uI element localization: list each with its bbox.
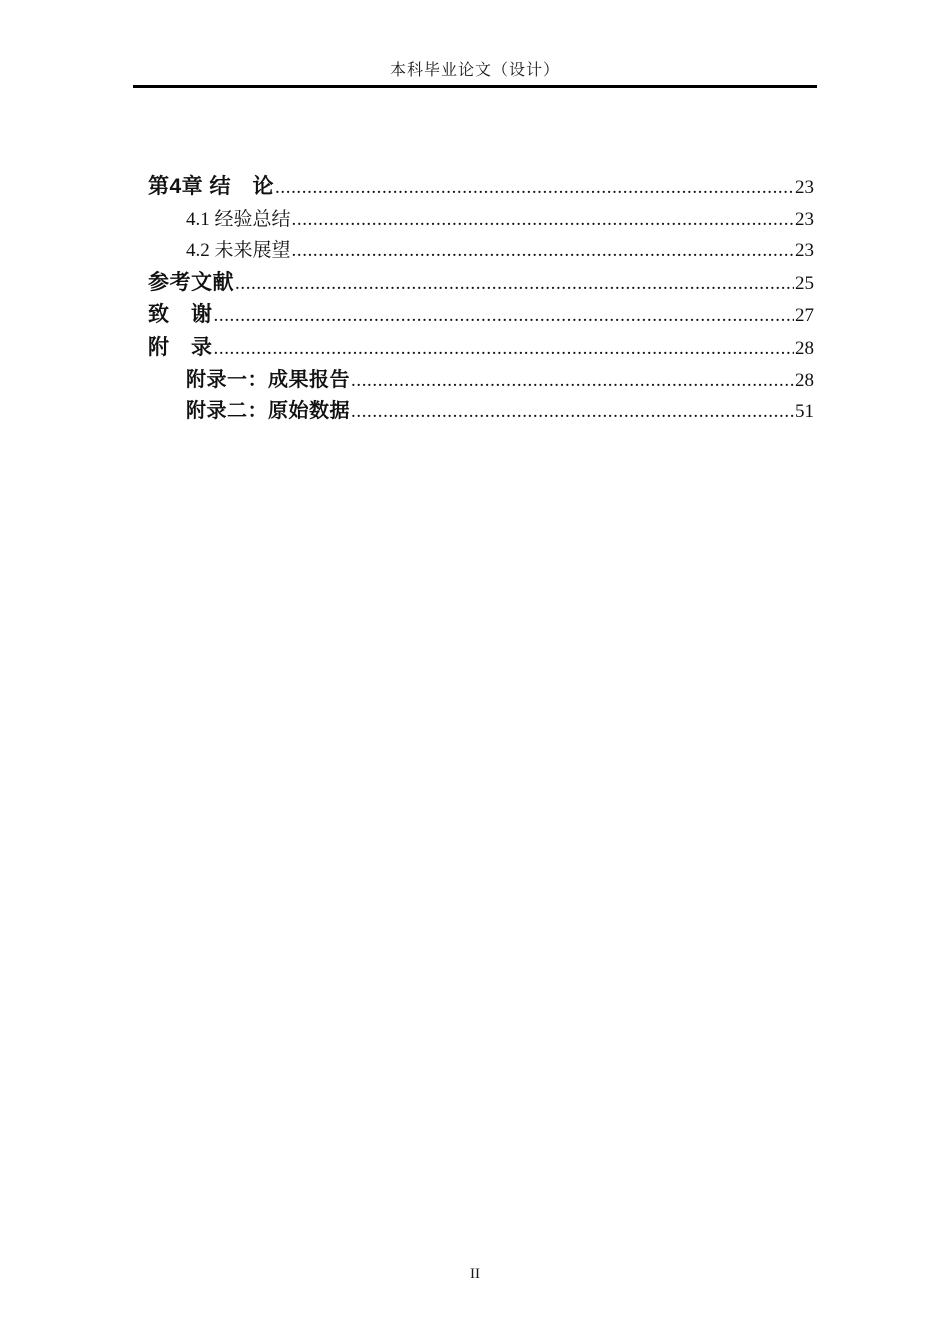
toc-entry-label: 4.2 未来展望 <box>186 240 291 262</box>
toc-entry-page: 23 <box>795 208 814 230</box>
toc-dot-leader <box>292 204 794 236</box>
toc-dot-leader <box>214 333 795 365</box>
toc-entry[interactable] <box>148 267 814 300</box>
toc-entry[interactable] <box>148 235 814 267</box>
toc-entry-label: 第4章 结 论 <box>148 175 275 198</box>
toc-entry[interactable] <box>148 332 814 365</box>
toc-entry-page: 51 <box>795 401 814 423</box>
toc-entry-label: 致 谢 <box>148 303 213 327</box>
toc-entry-page: 27 <box>795 305 814 327</box>
toc-entry[interactable] <box>148 204 814 236</box>
toc-entry[interactable] <box>148 171 814 204</box>
toc-entry-page: 25 <box>795 272 814 294</box>
toc-entry-label: 附录一：成果报告 <box>186 368 350 391</box>
toc-entry-page: 23 <box>795 240 814 262</box>
toc-entry-page: 28 <box>795 369 814 391</box>
toc-entry-label: 参考文献 <box>148 270 234 294</box>
toc-dot-leader <box>214 300 795 332</box>
toc-dot-leader <box>292 235 794 267</box>
footer-page-number: II <box>470 1266 480 1282</box>
toc-dot-leader <box>351 365 794 397</box>
toc-entry-label: 4.1 经验总结 <box>186 208 291 230</box>
toc-entry-page: 23 <box>795 177 814 198</box>
toc-dot-leader <box>235 268 794 300</box>
header-rule <box>133 85 817 88</box>
toc-entry[interactable] <box>148 299 814 332</box>
table-of-contents <box>148 171 814 428</box>
toc-dot-leader <box>351 396 794 428</box>
toc-entry-label: 附 录 <box>148 335 213 359</box>
toc-entry-page: 28 <box>795 337 814 359</box>
toc-entry[interactable] <box>148 365 814 397</box>
toc-dot-leader <box>275 172 794 204</box>
page-header-title: 本科毕业论文（设计） <box>389 62 560 79</box>
toc-entry[interactable] <box>148 396 814 428</box>
toc-entry-label: 附录二：原始数据 <box>186 400 350 423</box>
